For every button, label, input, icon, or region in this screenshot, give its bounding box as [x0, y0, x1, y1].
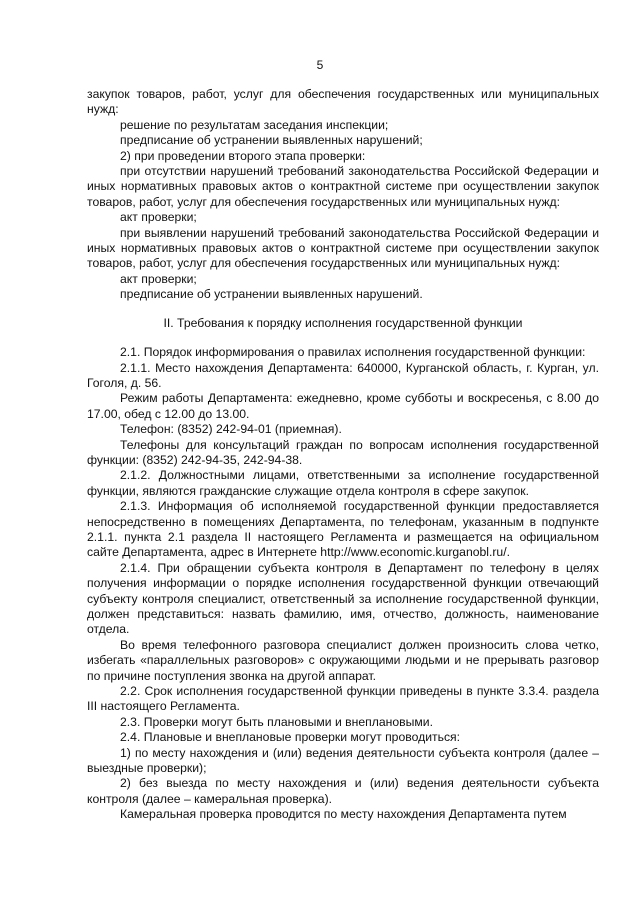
paragraph: при выявлении нарушений требований законодательства Российской Федерации и иных нормативных правовых актов о контрактной системе при осуществлении закупок товаров, работ, услуг для обеспечения государственных или муниципальных нужд: — [87, 225, 599, 271]
paragraph: при отсутствии нарушений требований законодательства Российской Федерации и иных нормативных правовых актов о контрактной системе при осуществлении закупок товаров, работ, услуг для обеспечения государственных или муниципальных нужд: — [87, 164, 599, 209]
section-heading: II. Требования к порядку исполнения государственной функции — [163, 315, 523, 330]
paragraph: закупок товаров, работ, услуг для обеспечения государственных или муниципальных нужд: — [87, 87, 599, 117]
paragraph: 2.4. Плановые и внеплановые проверки могут проводиться: — [120, 730, 461, 745]
paragraph: Камеральная проверка проводится по месту нахождения Департамента путем — [120, 807, 567, 822]
paragraph: 2.1.1. Место нахождения Департамента: 640000, Курганской область, г. Курган, ул. Гоголя, д. 56. — [87, 360, 599, 390]
paragraph: 2.2. Срок исполнения государственной функции приведены в пункте 3.3.4. раздела III настоящего Регламента. — [87, 684, 599, 714]
paragraph: предписание об устранении выявленных нарушений; — [120, 133, 423, 148]
paragraph: 2) без выезда по месту нахождения и (или) ведения деятельности субъекта контроля (далее – камеральная проверка). — [87, 776, 599, 806]
page-number: 5 — [316, 58, 324, 72]
paragraph: 1) по месту нахождения и (или) ведения деятельности субъекта контроля (далее – выездные проверки); — [87, 745, 599, 776]
paragraph: предписание об устранении выявленных нарушений. — [120, 287, 423, 302]
paragraph: 2.1.4. При обращении субъекта контроля в Департамент по телефону в целях получения информации о порядке исполнения государственной функции отвечающий субъекту контроля специалист, ответственный за исполнение государственной функции, должен представиться: назвать фамилию, имя, отчество, должность, наименование отдела. — [87, 560, 599, 637]
paragraph: 2.1.2. Должностными лицами, ответственными за исполнение государственной функции, являются гражданские служащие отдела контроля в сфере закупок. — [87, 468, 599, 498]
paragraph: 2) при проведении второго этапа проверки: — [120, 148, 366, 163]
paragraph: Телефоны для консультаций граждан по вопросам исполнения государственной функции: (8352) 242-94-35, 242-94-38. — [87, 437, 599, 467]
paragraph: Во время телефонного разговора специалист должен произносить слова четко, избегать «параллельных разговоров» с окружающими людьми и не прерывать разговор по причине поступления звонка на другой аппарат. — [87, 637, 599, 683]
paragraph: акт проверки; — [120, 271, 197, 286]
paragraph: 2.3. Проверки могут быть плановыми и внеплановыми. — [120, 714, 433, 729]
paragraphs-before-heading — [87, 87, 599, 303]
paragraph: решение по результатам заседания инспекции; — [120, 117, 389, 132]
paragraph: Режим работы Департамента: ежедневно, кроме субботы и воскресенья, с 8.00 до 17.00, обед с 12.00 до 13.00. — [87, 391, 599, 421]
paragraph: 2.1.3. Информация об исполняемой государственной функции предоставляется непосредственно в помещениях Департамента, по телефонам, указанным в подпункте 2.1.1. пункта 2.1 раздела II настоящего Регламента и размещается на официальном сайте Департамента, адрес в Интернете http://www.economic.kurganobl.ru/. — [87, 499, 599, 560]
paragraph: 2.1. Порядок информирования о правилах исполнения государственной функции: — [120, 345, 586, 360]
paragraph: Телефон: (8352) 242-94-01 (приемная). — [120, 422, 342, 437]
paragraph: акт проверки; — [120, 210, 197, 225]
document-body — [87, 87, 599, 823]
paragraphs-after-heading — [87, 345, 599, 823]
